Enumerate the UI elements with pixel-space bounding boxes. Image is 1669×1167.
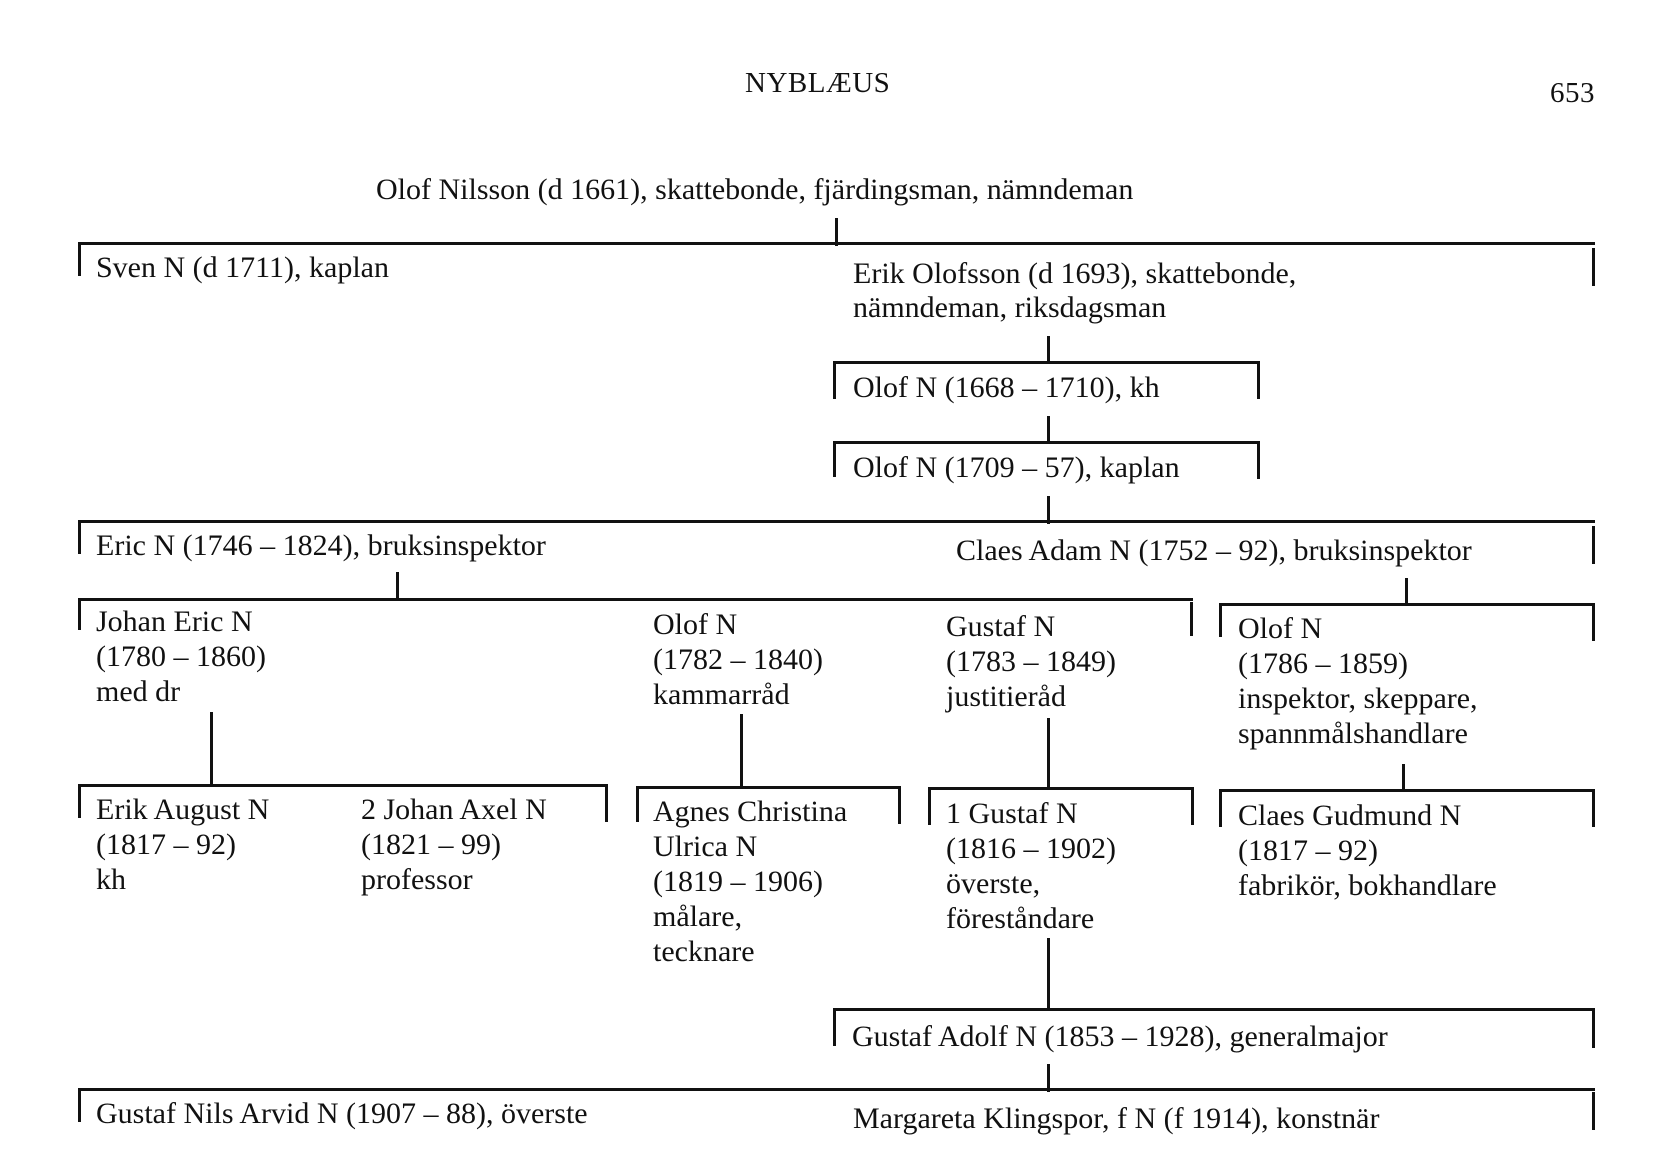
connector-line	[210, 712, 213, 784]
connector-line	[78, 520, 81, 554]
person-olof-nilsson: Olof Nilsson (d 1661), skattebonde, fjärdingsman, nämndeman	[376, 173, 1134, 206]
connector-line	[1405, 578, 1408, 606]
connector-line	[78, 242, 81, 276]
connector-line	[636, 786, 901, 789]
connector-line	[1592, 248, 1595, 286]
connector-line	[833, 441, 1260, 444]
connector-line	[78, 784, 81, 818]
person-line: (1821 – 99)	[361, 828, 501, 861]
connector-line	[78, 598, 81, 630]
connector-line	[1191, 787, 1194, 825]
person-line: justitieråd	[946, 680, 1066, 713]
connector-line	[1592, 1092, 1595, 1130]
connector-line	[1592, 603, 1595, 641]
connector-line	[78, 520, 1595, 523]
connector-line	[1190, 602, 1193, 636]
person-line: (1817 – 92)	[1238, 834, 1378, 867]
connector-line	[833, 441, 836, 477]
connector-line	[78, 598, 1193, 601]
connector-line	[1592, 789, 1595, 827]
person-line: (1817 – 92)	[96, 828, 236, 861]
person-sven: Sven N (d 1711), kaplan	[96, 251, 389, 284]
connector-line	[898, 786, 901, 824]
person-line: överste,	[946, 867, 1041, 900]
person-margareta: Margareta Klingspor, f N (f 1914), konstnär	[853, 1102, 1380, 1135]
person-line: (1786 – 1859)	[1238, 647, 1408, 680]
connector-line	[1257, 441, 1260, 479]
connector-line	[740, 714, 743, 786]
person-line: Johan Eric N	[96, 605, 253, 638]
connector-line	[1219, 789, 1595, 792]
person-line: Erik Olofsson (d 1693), skattebonde,	[853, 257, 1297, 290]
person-line: målare,	[653, 900, 743, 933]
page-title: NYBLÆUS	[745, 67, 891, 99]
connector-line	[78, 242, 1595, 245]
person-line: (1782 – 1840)	[653, 643, 823, 676]
connector-line	[833, 1008, 1595, 1011]
connector-line	[1257, 361, 1260, 399]
connector-line	[78, 784, 608, 787]
connector-line	[78, 1088, 81, 1122]
connector-line	[833, 361, 836, 399]
connector-line	[1219, 603, 1222, 637]
connector-line	[396, 572, 399, 600]
person-line: (1819 – 1906)	[653, 865, 823, 898]
connector-line	[1219, 789, 1222, 827]
person-line: Gustaf N	[946, 610, 1056, 643]
connector-line	[605, 784, 608, 822]
person-line: kammarråd	[653, 678, 790, 711]
person-eric-1746: Eric N (1746 – 1824), bruksinspektor	[96, 529, 546, 562]
person-line: inspektor, skeppare,	[1238, 682, 1478, 715]
connector-line	[1047, 718, 1050, 788]
person-line: föreståndare	[946, 902, 1095, 935]
person-line: med dr	[96, 675, 181, 708]
person-line: tecknare	[653, 935, 755, 968]
person-line: (1816 – 1902)	[946, 832, 1116, 865]
connector-line	[928, 787, 1194, 790]
connector-line	[833, 361, 1260, 364]
person-line: nämndeman, riksdagsman	[853, 291, 1167, 324]
person-line: Olof N	[1238, 612, 1323, 645]
person-line: spannmålshandlare	[1238, 717, 1468, 750]
connector-line	[1219, 603, 1595, 606]
person-line: 2 Johan Axel N	[361, 793, 547, 826]
connector-line	[78, 1088, 1595, 1091]
connector-line	[636, 786, 639, 822]
person-line: (1780 – 1860)	[96, 640, 266, 673]
connector-line	[1047, 336, 1050, 364]
person-gustaf-adolf: Gustaf Adolf N (1853 – 1928), generalmajor	[852, 1020, 1388, 1053]
connector-line	[1592, 1008, 1595, 1048]
person-olof-1709: Olof N (1709 – 57), kaplan	[853, 451, 1180, 484]
person-line: (1783 – 1849)	[946, 645, 1116, 678]
person-line: Ulrica N	[653, 830, 758, 863]
person-line: 1 Gustaf N	[946, 797, 1078, 830]
connector-line	[1592, 526, 1595, 564]
connector-line	[833, 1008, 836, 1046]
person-line: professor	[361, 863, 473, 896]
person-olof-1668: Olof N (1668 – 1710), kh	[853, 371, 1160, 404]
person-claes-adam: Claes Adam N (1752 – 92), bruksinspektor	[956, 534, 1472, 567]
person-line: fabrikör, bokhandlare	[1238, 869, 1497, 902]
person-gustaf-nils-arvid: Gustaf Nils Arvid N (1907 – 88), överste	[96, 1097, 588, 1130]
page-number: 653	[1550, 77, 1595, 109]
person-line: Claes Gudmund N	[1238, 799, 1462, 832]
connector-line	[1047, 416, 1050, 444]
connector-line	[1047, 938, 1050, 1010]
person-line: Agnes Christina	[653, 795, 848, 828]
person-line: Erik August N	[96, 793, 270, 826]
connector-line	[1402, 764, 1405, 792]
person-line: Olof N	[653, 608, 738, 641]
connector-line	[928, 787, 931, 825]
person-line: kh	[96, 863, 126, 896]
